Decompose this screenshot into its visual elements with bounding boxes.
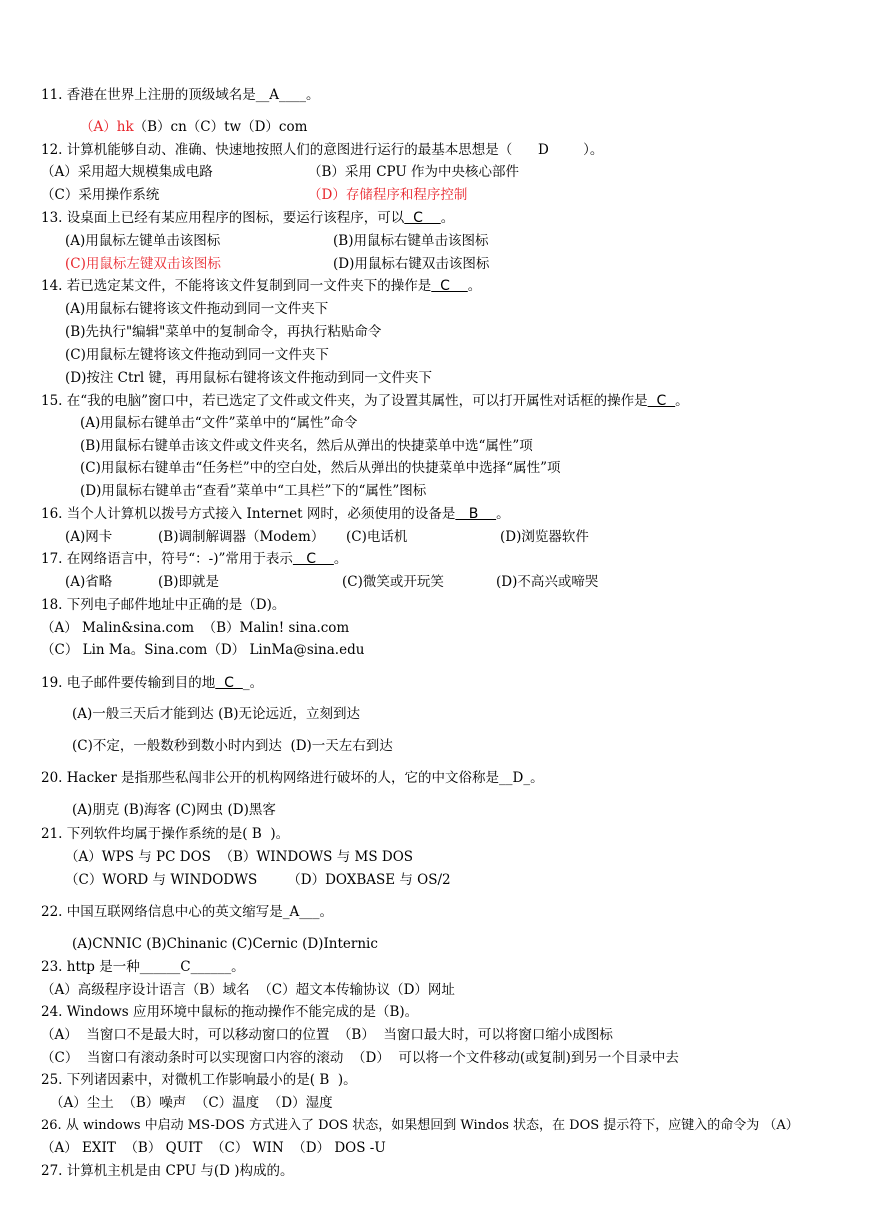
question-15-option-c: (C)用鼠标右键单击“任务栏”中的空白处，然后从弹出的快捷菜单中选择“属性”项 xyxy=(80,460,561,476)
question-13-option-b: (B)用鼠标右键单击该图标 xyxy=(333,233,489,249)
question-12-option-c: （C）采用操作系统 xyxy=(41,187,160,203)
question-14-stem-text: 14. 若已选定某文件，不能将该文件复制到同一文件夹下的操作是 xyxy=(41,278,432,294)
question-15-option-b: (B)用鼠标右键单击该文件或文件夹名，然后从弹出的快捷菜单中选“属性”项 xyxy=(80,438,533,454)
question-17-option-a: (A)省略 xyxy=(65,574,113,590)
question-21-options-line-1: （A）WPS 与 PC DOS （B）WINDOWS 与 MS DOS xyxy=(65,849,414,865)
question-13-stem xyxy=(41,209,454,227)
question-24-stem: 24. Windows 应用环境中鼠标的拖动操作不能完成的是（B)。 xyxy=(41,1004,419,1020)
question-11-stem: 11. 香港在世界上注册的顶级域名是__A____。 xyxy=(41,87,320,103)
question-24-options-line-1: （A） 当窗口不是最大时，可以移动窗口的位置 （B） 当窗口最大时，可以将窗口缩小成图标 xyxy=(41,1027,613,1043)
question-16-option-d: (D)浏览器软件 xyxy=(500,529,589,545)
question-26-options: （A） EXIT （B） QUIT （C） WIN （D） DOS -U xyxy=(41,1140,386,1156)
question-13-option-a: (A)用鼠标左键单击该图标 xyxy=(65,233,221,249)
question-12-option-d: （D）存储程序和程序控制 xyxy=(308,187,468,203)
question-16-option-a: (A)网卡 xyxy=(65,529,113,545)
question-19-answer: C xyxy=(215,675,243,691)
question-16-stem-text: 16. 当个人计算机以拨号方式接入 Internet 网时，必须使用的设备是 xyxy=(41,506,456,522)
question-13-option-d: (D)用鼠标右键双击该图标 xyxy=(333,256,490,272)
question-14-stem xyxy=(41,277,481,295)
question-23-options: （A）高级程序设计语言（B）域名 （C）超文本传输协议（D）网址 xyxy=(41,982,455,998)
question-26-stem: 26. 从 windows 中启动 MS-DOS 方式进入了 DOS 状态，如果想回到 Windos 状态，在 DOS 提示符下，应键入的命令为 （A） xyxy=(41,1118,799,1133)
question-12-stem: 12. 计算机能够自动、准确、快速地按照人们的意图进行运行的最基本思想是（ D ）。 xyxy=(41,142,604,158)
question-16-option-c: (C)电话机 xyxy=(346,529,408,545)
question-14-option-a: (A)用鼠标右键将该文件拖动到同一文件夹下 xyxy=(65,301,329,317)
question-12-option-a: （A）采用超大规模集成电路 xyxy=(41,164,213,180)
question-17-stem xyxy=(41,550,347,568)
question-16-option-b: (B)调制解调器（Modem） xyxy=(158,529,325,545)
question-15-stem xyxy=(41,392,689,410)
question-14-option-d: (D)按注 Ctrl 键，再用鼠标右键将该文件拖动到同一文件夹下 xyxy=(65,370,432,386)
question-25-options: （A）尘土 （B）噪声 （C）温度 （D）湿度 xyxy=(50,1095,333,1111)
question-21-stem: 21. 下列软件均属于操作系统的是( B )。 xyxy=(41,826,290,842)
question-15-stem-end: 。 xyxy=(675,393,689,409)
question-16-stem xyxy=(41,505,510,523)
question-14-answer: C xyxy=(431,278,468,294)
question-17-stem-text: 17. 在网络语言中，符号“：-)”常用于表示 xyxy=(41,551,293,567)
question-14-option-c: (C)用鼠标左键将该文件拖动到同一文件夹下 xyxy=(65,347,329,363)
question-11-options xyxy=(80,118,307,136)
question-13-answer: C xyxy=(404,210,441,226)
question-19-options-line-1: (A)一般三天后才能到达 (B)无论远近，立刻到达 xyxy=(72,706,361,722)
question-14-option-b: (B)先执行"编辑"菜单中的复制命令，再执行粘贴命令 xyxy=(65,324,382,340)
question-16-stem-end: 。 xyxy=(496,506,510,522)
question-20-stem: 20. Hacker 是指那些私闯非公开的机构网络进行破坏的人，它的中文俗称是__D_。 xyxy=(41,770,544,786)
question-19-options-line-2: (C)不定，一般数秒到数小时内到达 (D)一天左右到达 xyxy=(72,738,393,754)
question-14-stem-end: 。 xyxy=(467,278,482,294)
question-13-option-c: (C)用鼠标左键双击该图标 xyxy=(65,256,221,272)
question-13-stem-end: 。 xyxy=(440,210,455,226)
question-22-options: (A)CNNIC (B)Chinanic (C)Cernic (D)Internic xyxy=(72,936,378,952)
question-19-stem-end: _。 xyxy=(242,675,264,691)
question-15-option-d: (D)用鼠标右键单击“查看”菜单中“工具栏”下的“属性”图标 xyxy=(80,483,427,499)
question-11-option-a: （A）hk xyxy=(80,119,134,135)
question-16-answer: B xyxy=(455,506,497,522)
question-17-stem-end: 。 xyxy=(333,551,348,567)
question-15-stem-text: 15. 在“我的电脑”窗口中，若已选定了文件或文件夹，为了设置其属性，可以打开属性对话框的操作是 xyxy=(41,393,648,409)
question-18-options-line-1: （A） Malin&sina.com （B）Malin! sina.com xyxy=(41,620,350,636)
question-19-stem-text: 19. 电子邮件要传输到目的地 xyxy=(41,675,216,691)
question-20-options: (A)朋克 (B)海客 (C)网虫 (D)黑客 xyxy=(72,802,276,818)
question-18-stem: 18. 下列电子邮件地址中正确的是（D)。 xyxy=(41,597,286,613)
question-17-option-d: (D)不高兴或啼哭 xyxy=(496,574,599,590)
question-17-answer: C xyxy=(292,551,334,567)
question-25-stem: 25. 下列诸因素中，对微机工作影响最小的是( B )。 xyxy=(41,1072,357,1088)
question-24-options-line-2: （C） 当窗口有滚动条时可以实现窗口内容的滚动 （D） 可以将一个文件移动(或复制)到另一个目录中去 xyxy=(41,1050,679,1066)
question-21-options-line-2: （C）WORD 与 WINDODWS （D）DOXBASE 与 OS/2 xyxy=(65,872,451,888)
question-27-stem: 27. 计算机主机是由 CPU 与(D )构成的。 xyxy=(41,1163,294,1179)
question-22-stem: 22. 中国互联网络信息中心的英文缩写是_A___。 xyxy=(41,904,334,920)
question-17-option-b: (B)即就是 xyxy=(158,574,219,590)
question-18-options-line-2: （C） Lin Ma。Sina.com（D） LinMa@sina.edu xyxy=(41,642,365,658)
question-15-answer: C xyxy=(647,393,676,409)
question-23-stem: 23. http 是一种______C______。 xyxy=(41,959,245,975)
question-17-option-c: (C)微笑或开玩笑 xyxy=(342,574,444,590)
question-12-option-b: （B）采用 CPU 作为中央核心部件 xyxy=(308,164,520,180)
question-19-stem xyxy=(41,674,263,692)
question-13-stem-text: 13. 设桌面上已经有某应用程序的图标，要运行该程序，可以 xyxy=(41,210,405,226)
question-15-option-a: (A)用鼠标右键单击“文件”菜单中的“属性”命令 xyxy=(80,415,358,431)
question-11-options-rest: （B）cn（C）tw（D）com xyxy=(133,119,308,135)
